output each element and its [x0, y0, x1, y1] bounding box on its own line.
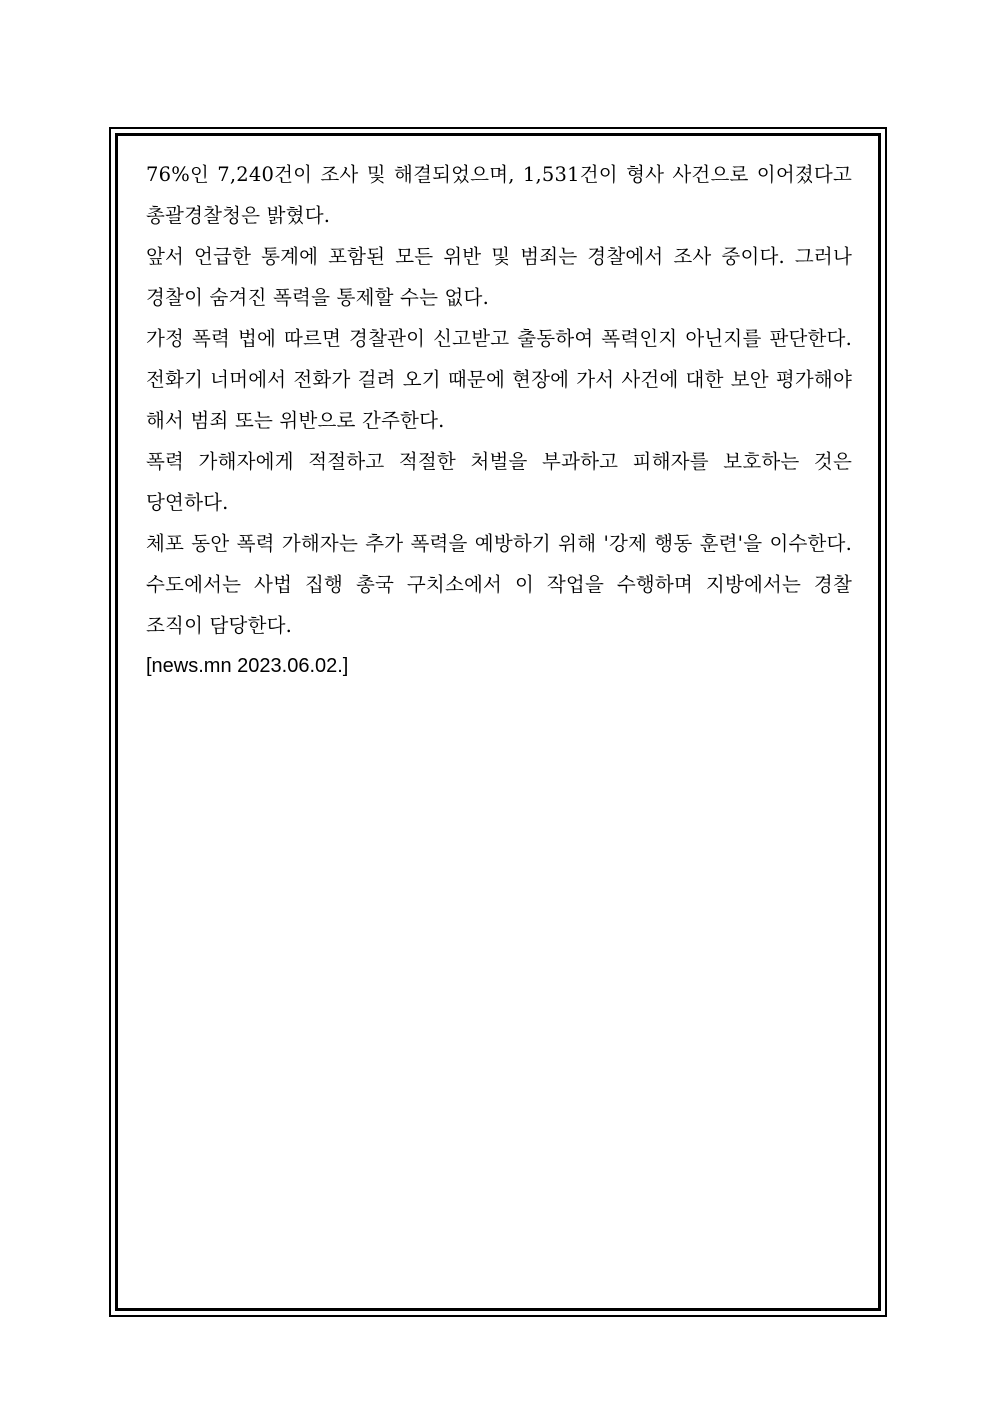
article-body: [146, 154, 852, 687]
paragraph-statistics: 76%인 7,240건이 조사 및 해결되었으며, 1,531건이 형사 사건으로 이어졌다고 총괄경찰청은 밝혔다.: [146, 163, 852, 227]
paragraph-training: 체포 동안 폭력 가해자는 추가 폭력을 예방하기 위해 '강제 행동 훈련'을 이수한다. 수도에서는 사법 집행 총국 구치소에서 이 작업을 수행하며 지방에서는 경찰 조직이 담당한다.: [146, 532, 852, 637]
paragraph-domestic-violence-law: 가정 폭력 법에 따르면 경찰관이 신고받고 출동하여 폭력인지 아닌지를 판단한다. 전화기 너머에서 전화가 걸려 오기 때문에 현장에 가서 사건에 대한 보안 평가해야 해서 범죄 또는 위반으로 간주한다.: [146, 327, 852, 432]
source-citation: [news.mn 2023.06.02.]: [146, 655, 349, 677]
paragraph-punishment: 폭력 가해자에게 적절하고 적절한 처벌을 부과하고 피해자를 보호하는 것은 당연하다.: [146, 450, 852, 514]
paragraph-investigation: 앞서 언급한 통계에 포함된 모든 위반 및 범죄는 경찰에서 조사 중이다. 그러나 경찰이 숨겨진 폭력을 통제할 수는 없다.: [146, 245, 852, 309]
